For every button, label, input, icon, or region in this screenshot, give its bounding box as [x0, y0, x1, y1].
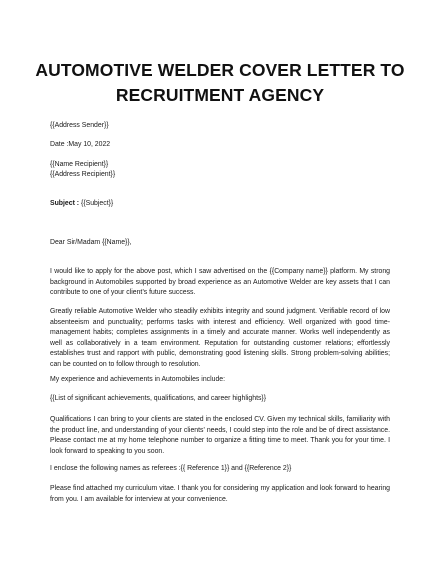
- subject-line: [50, 199, 113, 209]
- title-line-2: RECRUITMENT AGENCY: [115, 85, 325, 105]
- subject-value: {{Subject}}: [79, 200, 114, 207]
- page-title: [30, 58, 410, 108]
- name-recipient: {{Name Recipient}}: [50, 161, 109, 168]
- address-sender: {{Address Sender}}: [50, 122, 109, 129]
- paragraph-profile: Greatly reliable Automotive Welder who steadily exhibits integrity and sound judgment. Verifiable record of low absenteeism and punctuality; performs tasks with interest and efficiency. Well organized with good time-management habits; completes assignments in a timely and accurate manner. Works well independently as well as collaboratively in a team environment. Reputation for outstanding customer relations; effortlessly establishes trust and rapport with public, demonstrating good listening skills. Strong problem-solving abilities; can be counted on to follow through to resolution.: [50, 308, 390, 368]
- date-line: Date :May 10, 2022: [50, 141, 111, 148]
- paragraph-closing: Please find attached my curriculum vitae. I thank you for considering my application and look forward to hearing from you. I am available for interview at your convenience.: [50, 485, 390, 503]
- subject-label: Subject :: [50, 200, 80, 207]
- salutation: Dear Sir/Madam {{Name}},: [50, 239, 132, 246]
- paragraph-qualifications: Qualifications I can bring to your clients are stated in the enclosed CV. Given my technical skills, familiarity with the product line, and understanding of your clients' needs, I could step into the role and be of direct assistance. Please contact me at my home telephone number to organize a fitting time to meet. Thank you for your time. I look forward to speaking to you soon.: [50, 416, 390, 455]
- paragraph-intro: I would like to apply for the above post, which I saw advertised on the {{Company name}} platform. My strong background in Automobiles supported by broad experience as an Automotive Welder are key assets that I can contribute to one of your client’s future success.: [50, 268, 390, 297]
- paragraph-achievements: {{List of significant achievements, qualifications, and career highlights}}: [50, 395, 267, 402]
- paragraph-referees: I enclose the following names as referees :{{ Reference 1}} and {{Reference 2}}: [50, 465, 292, 472]
- address-recipient: {{Address Recipient}}: [50, 171, 116, 178]
- paragraph-experience-intro: My experience and achievements in Automobiles include:: [50, 376, 226, 383]
- title-line-1: AUTOMOTIVE WELDER COVER LETTER TO: [35, 60, 405, 80]
